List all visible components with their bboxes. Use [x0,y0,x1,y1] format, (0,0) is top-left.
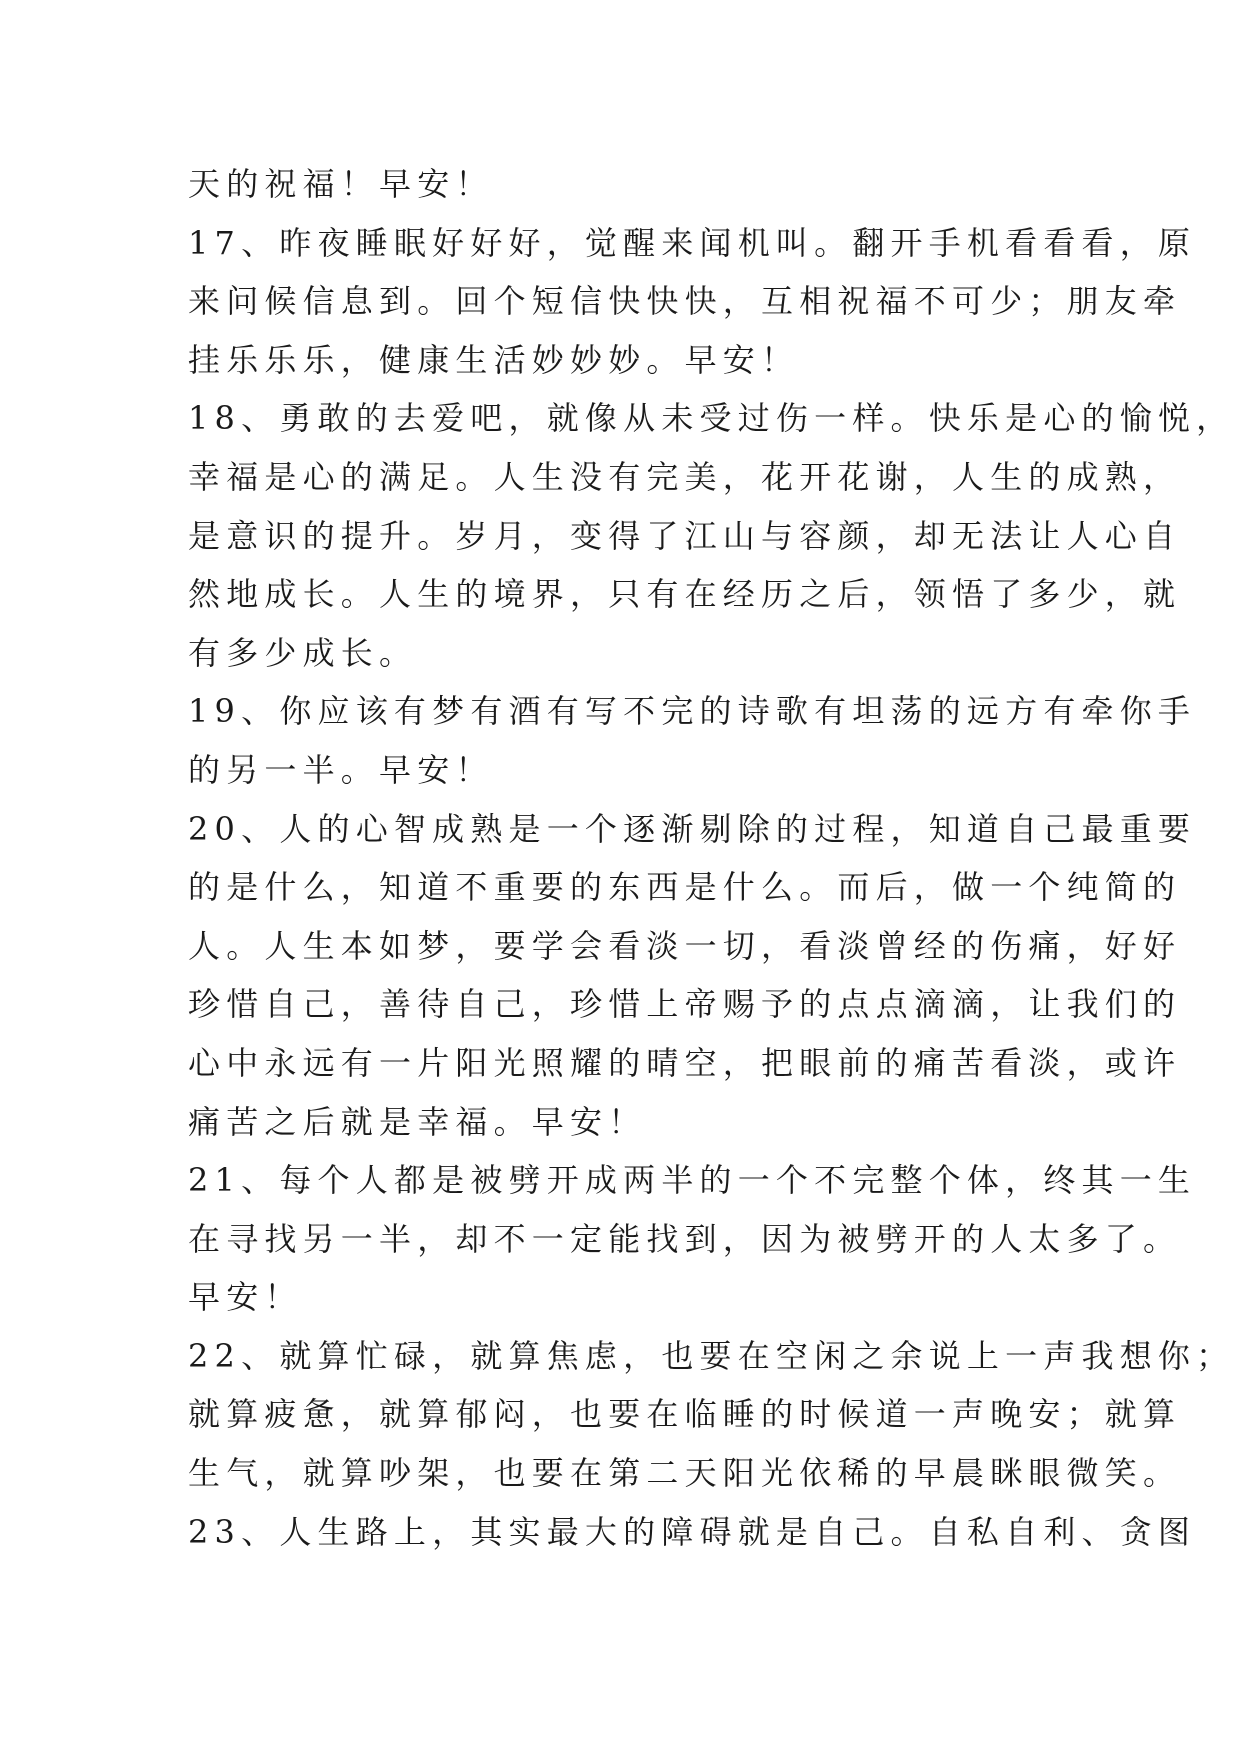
text-line: 生气，就算吵架，也要在第二天阳光依稀的早晨眯眼微笑。 [188,1454,1182,1493]
text-line: 是意识的提升。岁月，变得了江山与容颜，却无法让人心自 [188,516,1182,555]
text-line: 痛苦之后就是幸福。早安！ [188,1102,647,1141]
text-line: 人。人生本如梦，要学会看淡一切，看淡曾经的伤痛，好好 [188,926,1182,965]
text-line: 23、人生路上，其实最大的障碍就是自己。自私自利、贪图 [188,1512,1197,1551]
text-line: 天的祝福！早安！ [188,165,494,203]
text-line: 挂乐乐乐，健康生活妙妙妙。早安！ [188,340,800,379]
text-line: 心中永远有一片阳光照耀的晴空，把眼前的痛苦看淡，或许 [188,1043,1182,1082]
text-line: 20、人的心智成熟是一个逐渐剔除的过程，知道自己最重要 [188,809,1197,848]
text-line: 22、就算忙碌，就算焦虑，也要在空闲之余说上一声我想你； [188,1336,1235,1375]
text-line: 来问候信息到。回个短信快快快，互相祝福不可少；朋友牵 [188,282,1182,321]
text-line: 17、昨夜睡眠好好好，觉醒来闻机叫。翻开手机看看看，原 [188,223,1197,262]
text-line: 然地成长。人生的境界，只有在经历之后，领悟了多少，就 [188,575,1182,614]
text-line: 就算疲惫，就算郁闷，也要在临睡的时候道一声晚安；就算 [188,1395,1182,1434]
text-line: 的另一半。早安！ [188,750,494,789]
text-line: 18、勇敢的去爱吧，就像从未受过伤一样。快乐是心的愉悦， [188,399,1235,438]
text-line: 有多少成长。 [188,633,418,672]
text-line: 的是什么，知道不重要的东西是什么。而后，做一个纯简的 [188,868,1182,907]
text-line: 珍惜自己，善待自己，珍惜上帝赐予的点点滴滴，让我们的 [188,985,1182,1024]
document-body [188,155,1235,1561]
text-line: 19、你应该有梦有酒有写不完的诗歌有坦荡的远方有牵你手 [188,692,1197,731]
text-line: 早安！ [188,1278,303,1317]
text-line: 幸福是心的满足。人生没有完美，花开花谢，人生的成熟， [188,457,1182,496]
text-line: 21、每个人都是被劈开成两半的一个不完整个体，终其一生 [188,1161,1197,1200]
text-line: 在寻找另一半，却不一定能找到，因为被劈开的人太多了。 [188,1219,1182,1258]
